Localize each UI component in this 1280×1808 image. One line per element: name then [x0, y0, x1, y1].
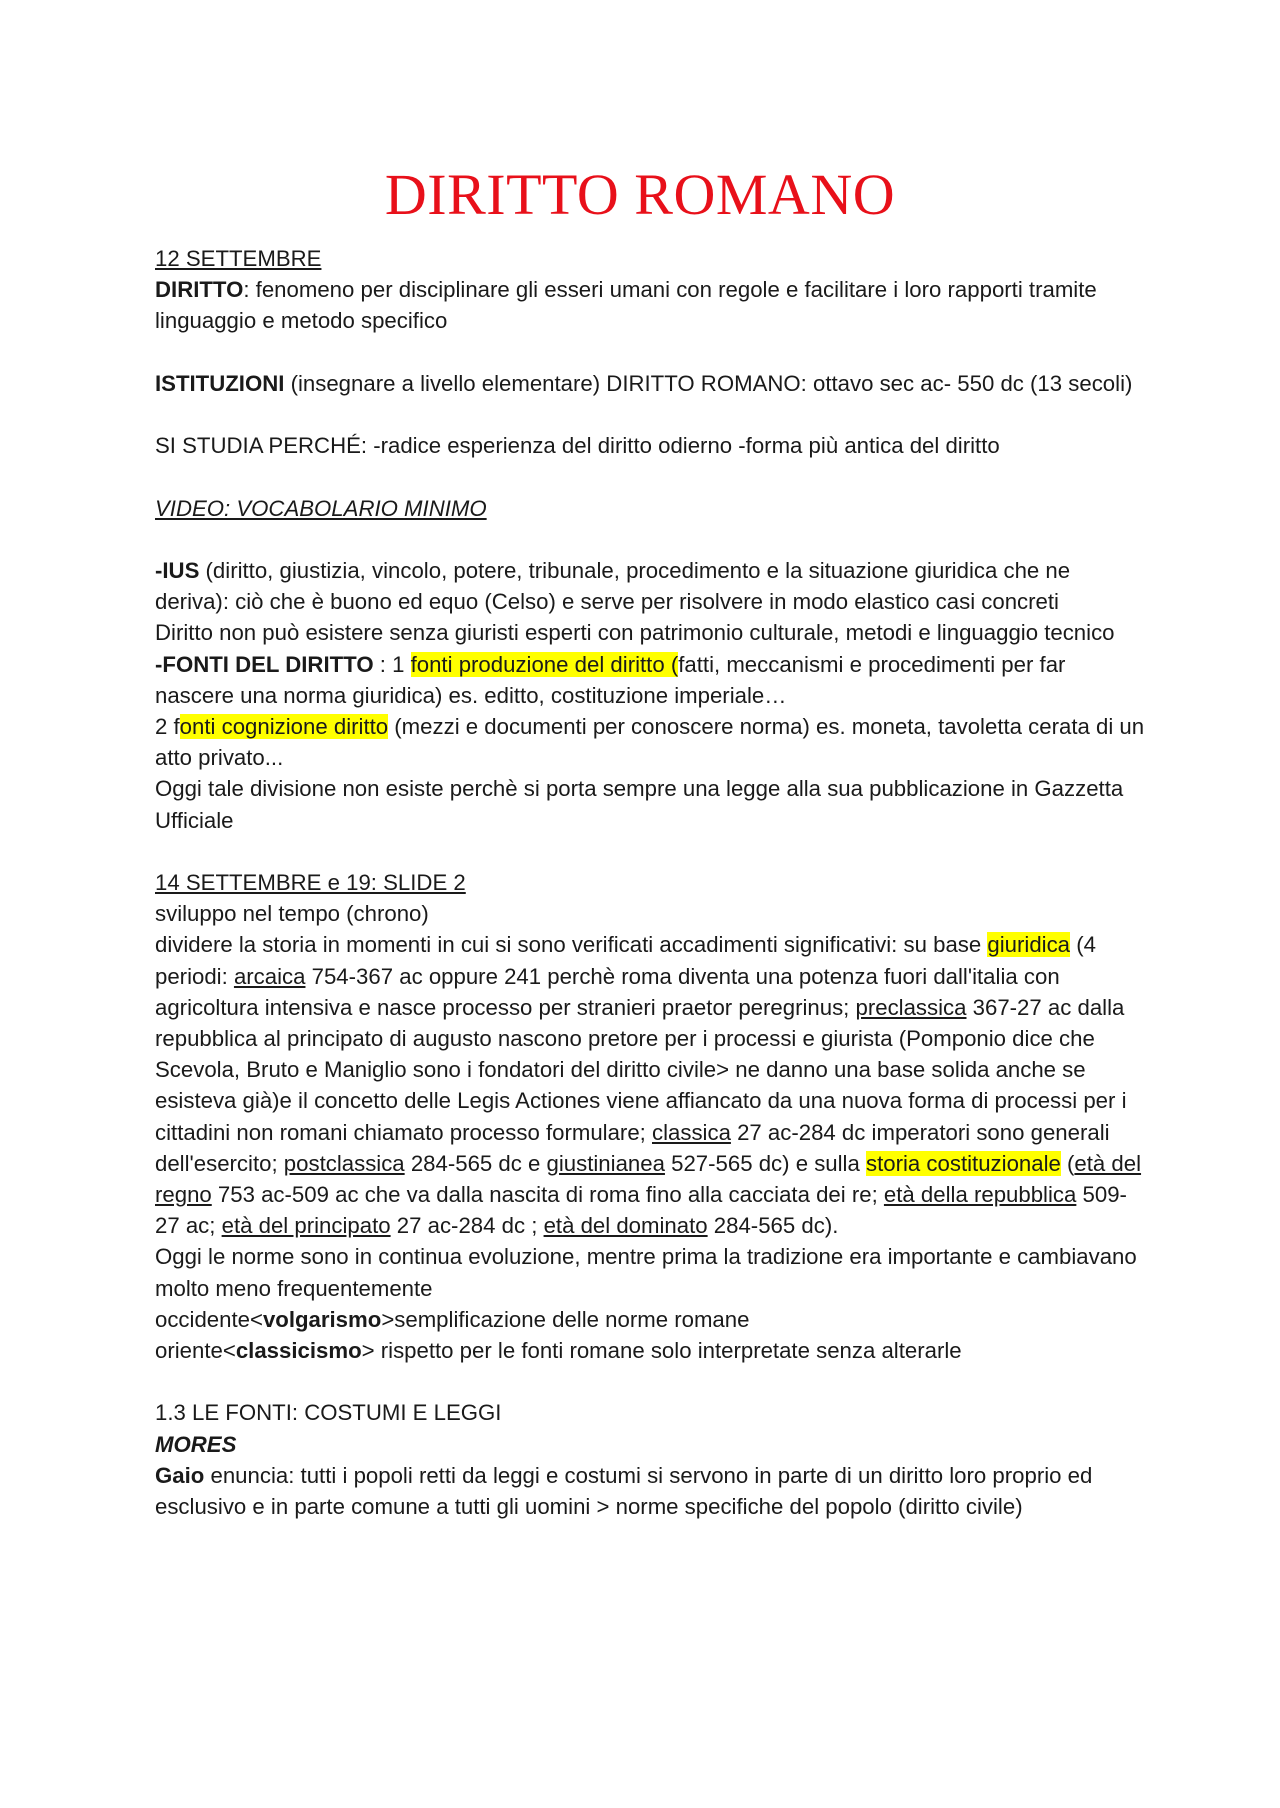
text-fragment: (4 periodi: [155, 932, 1096, 989]
term-fonti: -FONTI DEL DIRITTO [155, 651, 374, 677]
text-fragment: fatti, meccanismi e procedimenti per far nascere una norma giuridica) es. editto, costituzione imperiale… [155, 651, 1066, 708]
paragraph-evoluzione: Oggi le norme sono in continua evoluzione, mentre prima la tradizione era importante e cambiavano molto meno frequentemente [155, 1244, 1137, 1301]
term-postclassica: postclassica [283, 1150, 405, 1176]
subheading-mores: MORES [155, 1431, 237, 1457]
definition-istituzioni: (insegnare a livello elementare) DIRITTO ROMANO: ottavo sec ac- 550 dc (13 secoli) [284, 370, 1133, 396]
section-date-14-settembre: 14 SETTEMBRE e 19: SLIDE 2 [155, 869, 466, 895]
term-gaio: Gaio [155, 1462, 205, 1488]
text-fragment: 27 ac-284 dc ; [390, 1213, 544, 1239]
term-eta-della-repubblica: età della repubblica [883, 1182, 1077, 1208]
paragraph-fonti [155, 649, 1145, 711]
paragraph-si-studia: SI STUDIA PERCHÉ: -radice esperienza del diritto odierno -forma più antica del diritto [155, 433, 1000, 459]
text-fragment: : 1 [373, 651, 411, 677]
paragraph-gaio [155, 1460, 1145, 1522]
text-fragment: ( [1060, 1150, 1075, 1176]
paragraph-sviluppo: sviluppo nel tempo (chrono) [155, 901, 429, 927]
term-eta-del-dominato: età del dominato [543, 1213, 708, 1239]
term-preclassica: preclassica [855, 994, 967, 1020]
text-fragment: dividere la storia in momenti in cui si sono verificati accadimenti significativi: su base [155, 932, 988, 958]
text-fragment: enuncia: tutti i popoli retti da leggi e costumi si servono in parte di un diritto loro proprio ed esclusivo e in parte comune a tutti gli uomini > norme specifiche del popolo (diritto civile) [155, 1462, 1093, 1520]
paragraph-fonti-cognizione [155, 711, 1145, 773]
text-fragment: 2 f [155, 713, 180, 739]
video-heading: VIDEO: VOCABOLARIO MINIMO [155, 495, 487, 521]
paragraph-occidente [155, 1304, 1145, 1335]
term-istituzioni: ISTITUZIONI [155, 370, 285, 396]
paragraph-istituzioni [155, 368, 1145, 399]
text-fragment: >semplificazione delle norme romane [381, 1306, 750, 1332]
term-arcaica: arcaica [233, 963, 306, 989]
highlight-fonti-cognizione: onti cognizione diritto [179, 713, 389, 739]
text-fragment: occidente< [155, 1306, 263, 1332]
text-fragment: 284-565 dc). [707, 1213, 839, 1239]
document-body [155, 243, 1145, 1522]
text-fragment: 27 ac-284 dc imperatori sono generali dell'esercito; [155, 1119, 1110, 1176]
term-eta-del-principato: età del principato [221, 1213, 391, 1239]
text-fragment: 509-27 ac; [155, 1182, 1127, 1239]
term-ius: -IUS [155, 557, 200, 583]
paragraph-oriente [155, 1335, 1145, 1366]
section-heading-fonti: 1.3 LE FONTI: COSTUMI E LEGGI [155, 1400, 502, 1426]
definition-ius: (diritto, giustizia, vincolo, potere, tribunale, procedimento e la situazione giuridica che ne deriva): ciò che è buono ed equo (Celso) e serve per risolvere in modo elastico casi concreti [155, 557, 1071, 615]
text-fragment: 367-27 ac dalla repubblica al principato di augusto nascono pretore per i processi e giurista (Pomponio dice che Scevola, Bruto e Maniglio sono i fondatori del diritto civile> ne danno una base solida anche se esisteva già)e il concetto delle Legis Actiones viene affiancato da una nuova forma di processi per i cittadini non romani chiamato processo formulare; [155, 994, 1127, 1145]
definition-diritto: : fenomeno per disciplinare gli esseri umani con regole e facilitare i loro rapporti tramite linguaggio e metodo specifico [155, 277, 1097, 334]
text-fragment: 754-367 ac oppure 241 perchè roma diventa una potenza fuori dall'italia con agricoltura intensiva e nasce processo per stranieri praetor peregrinus; [155, 963, 1060, 1020]
text-fragment: 753 ac-509 ac che va dalla nascita di roma fino alla cacciata dei re; [211, 1182, 884, 1208]
term-classicismo: classicismo [235, 1338, 362, 1364]
term-diritto: DIRITTO [155, 277, 244, 303]
paragraph-periodi [155, 929, 1145, 1241]
text-fragment: 284-565 dc e [404, 1150, 547, 1176]
text-fragment: 527-565 dc) e sulla [664, 1150, 866, 1176]
highlight-fonti-produzione: fonti produzione del diritto ( [410, 651, 679, 677]
text-fragment: (mezzi e documenti per conoscere norma) es. moneta, tavoletta cerata di un atto privato... [155, 713, 1145, 771]
paragraph-ius [155, 555, 1145, 617]
highlight-storia-costituzionale: storia costituzionale [866, 1150, 1061, 1176]
highlight-giuridica: giuridica [987, 932, 1071, 958]
paragraph-giuristi: Diritto non può esistere senza giuristi esperti con patrimonio culturale, metodi e linguaggio tecnico [155, 620, 1115, 646]
paragraph-gazzetta: Oggi tale divisione non esiste perchè si porta sempre una legge alla sua pubblicazione in Gazzetta Ufficiale [155, 776, 1124, 833]
term-eta-del-regno: età del regno [155, 1150, 1142, 1208]
document-title: DIRITTO ROMANO [384, 162, 896, 227]
term-giustinianea: giustinianea [546, 1150, 665, 1176]
term-volgarismo: volgarismo [262, 1306, 382, 1332]
term-classica: classica [652, 1119, 731, 1145]
section-date-12-settembre: 12 SETTEMBRE [155, 246, 322, 271]
text-fragment: oriente< [155, 1338, 236, 1364]
text-fragment: > rispetto per le fonti romane solo interpretate senza alterarle [361, 1338, 962, 1364]
paragraph-diritto [155, 274, 1145, 336]
